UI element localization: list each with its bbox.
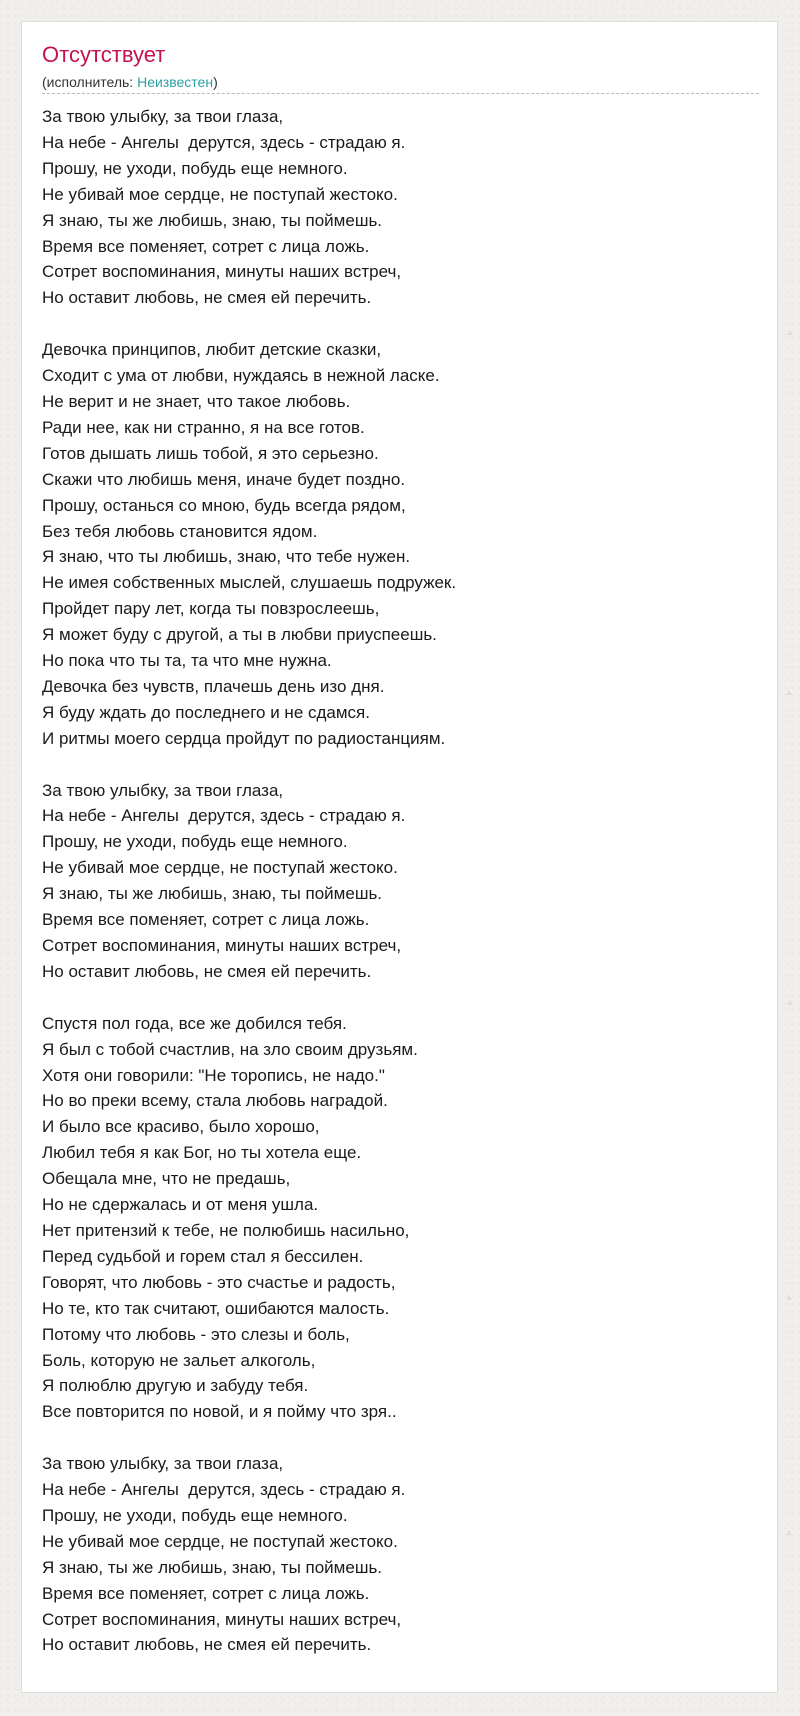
dashed-divider — [42, 93, 759, 94]
background-speck — [787, 1000, 793, 1005]
lyrics-card — [21, 21, 778, 1693]
background-speck — [786, 690, 792, 695]
artist-line — [42, 73, 218, 91]
background-speck — [786, 1530, 792, 1535]
lyrics-text: За твою улыбку, за твои глаза, На небе - Ангелы дерутся, здесь - страдаю я. Прошу, не уходи, побудь еще немного. Не убивай мое сердце, не поступай жестоко. Я знаю, ты же любишь, знаю, ты поймешь. Время все поменяет, сотрет с лица ложь. Сотрет воспоминания, минуты наших встреч, Но оставит любовь, не смея ей перечить. Девочка принципов, любит детские сказки, Сходит с ума от любви, нуждаясь в нежной ласке. Не верит и не знает, что такое любовь. Ради нее, как ни странно, я на все готов. Готов дышать лишь тобой, я это серьезно. Скажи что любишь меня, иначе будет поздно. Прошу, останься со мною, будь всегда рядом, Без тебя любовь становится ядом. Я знаю, что ты любишь, знаю, что тебе нужен. Не имея собственных мыслей, слушаешь подружек. Пройдет пару лет, когда ты повзрослеешь, Я может буду с другой, а ты в любви приуспеешь. Но пока что ты та, та что мне нужна. Девочка без чувств, плачешь день изо дня. Я буду ждать до последнего и не сдамся. И ритмы моего сердца пройдут по радиостанциям. За твою улыбку, за твои глаза, На небе - Ангелы дерутся, здесь - страдаю я. Прошу, не уходи, побудь еще немного. Не убивай мое сердце, не поступай жестоко. Я знаю, ты же любишь, знаю, ты поймешь. Время все поменяет, сотрет с лица ложь. Сотрет воспоминания, минуты наших встреч, Но оставит любовь, не смея ей перечить. Спустя пол года, все же добился тебя. Я был с тобой счастлив, на зло своим друзьям. Хотя они говорили: "Не торопись, не надо." Но во преки всему, стала любовь наградой. И было все красиво, было хорошо, Любил тебя я как Бог, но ты хотела еще. Обещала мне, что не предашь, Но не сдержалась и от меня ушла. Нет притензий к тебе, не полюбишь насильно, Перед судьбой и горем стал я бессилен. Говорят, что любовь - это счастье и радость, Но те, кто так считают, ошибаются малость. Потому что любовь - это слезы и боль, Боль, которую не зальет алкоголь, Я полюблю другую и забуду тебя. Все повторится по новой, и я пойму что зря.. За твою улыбку, за твои глаза, На небе - Ангелы дерутся, здесь - страдаю я. Прошу, не уходи, побудь еще немного. Не убивай мое сердце, не поступай жестоко. Я знаю, ты же любишь, знаю, ты поймешь. Время все поменяет, сотрет с лица ложь. Сотрет воспоминания, минуты наших встреч, Но оставит любовь, не смея ей перечить. — [42, 107, 457, 1655]
artist-link[interactable]: Неизвестен — [137, 74, 214, 90]
background-speck — [787, 330, 793, 335]
artist-suffix: ) — [213, 74, 218, 90]
artist-prefix: (исполнитель: — [42, 74, 138, 90]
background-speck — [786, 1295, 792, 1300]
song-title: Отсутствует — [42, 42, 166, 67]
